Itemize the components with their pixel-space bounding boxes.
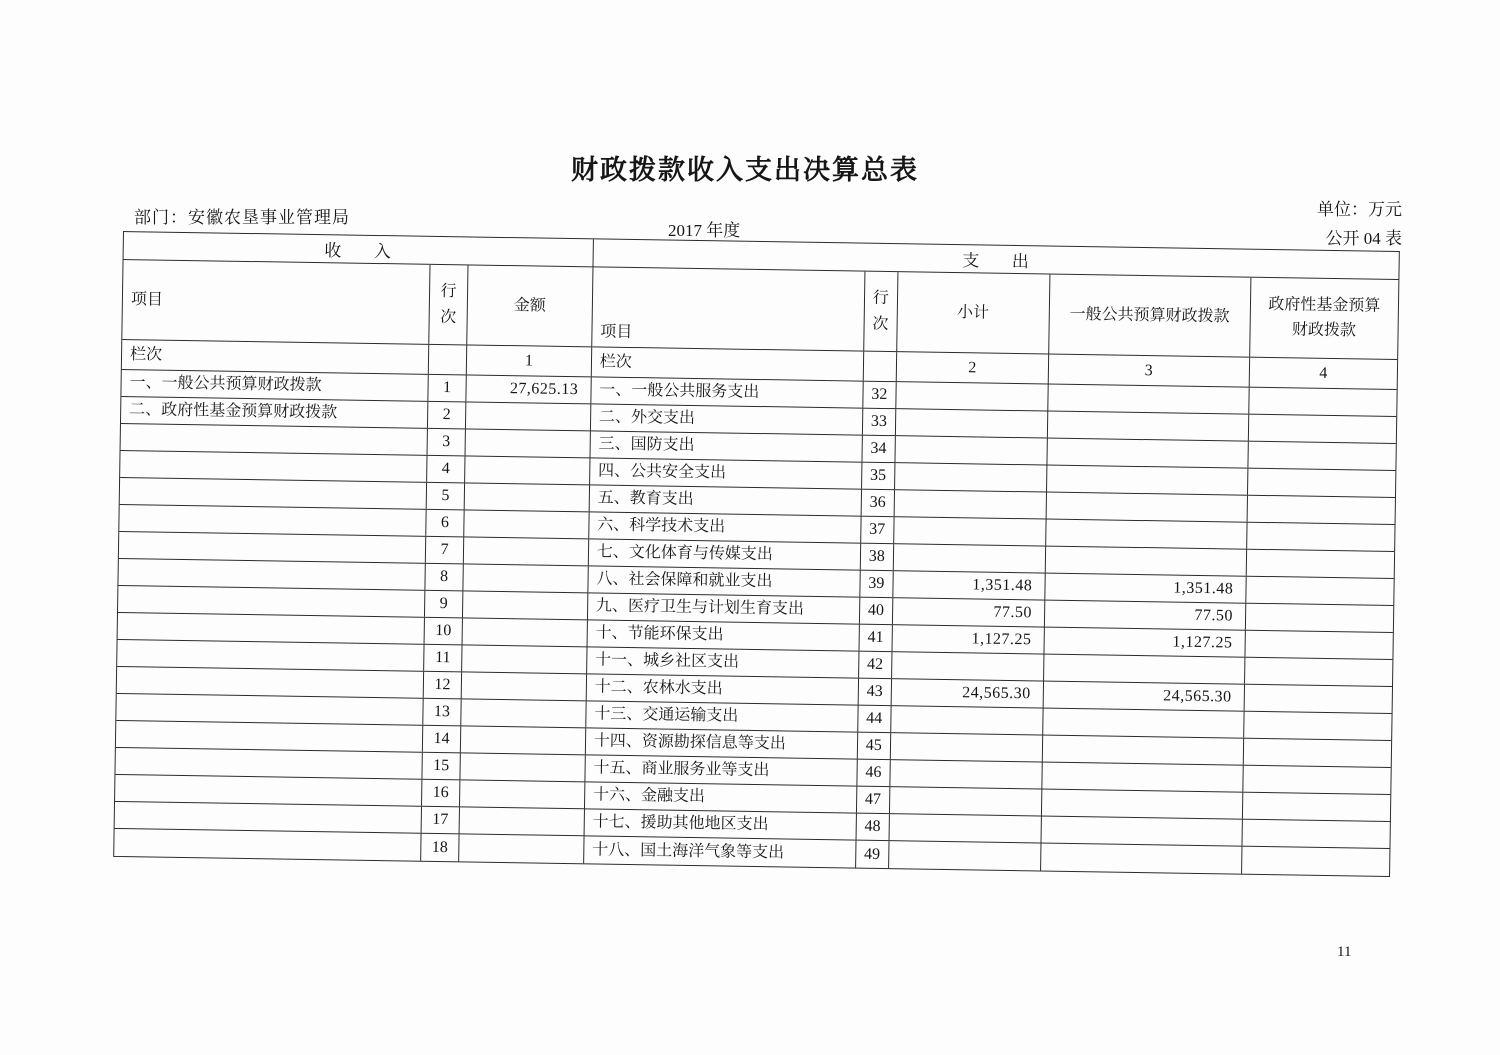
cell-row-no: 4 bbox=[427, 456, 465, 483]
cell-row-no: 2 bbox=[428, 402, 466, 429]
cell-row-no: 33 bbox=[863, 409, 896, 436]
cell-amount bbox=[460, 807, 584, 835]
cell-row-no: 10 bbox=[425, 618, 463, 645]
cell-item bbox=[115, 748, 422, 779]
cell-item: 十七、援助其他地区支出 bbox=[584, 809, 856, 839]
cell-row-no: 41 bbox=[859, 625, 892, 652]
expenditure-index-label: 栏次 bbox=[592, 347, 864, 380]
cell-general bbox=[1046, 520, 1247, 549]
cell-subtotal bbox=[890, 787, 1042, 815]
expenditure-col-header-item: 项目 bbox=[592, 267, 865, 350]
cell-row-no: 49 bbox=[856, 841, 889, 869]
cell-item bbox=[120, 451, 427, 482]
cell-row-no: 37 bbox=[861, 517, 894, 544]
cell-general bbox=[1047, 466, 1248, 495]
expenditure-column-header-row bbox=[592, 267, 1398, 360]
cell-amount bbox=[459, 834, 583, 863]
expenditure-section-header: 支 出 bbox=[593, 239, 1399, 280]
cell-amount bbox=[460, 753, 584, 781]
cell-item bbox=[115, 802, 422, 833]
cell-subtotal bbox=[894, 517, 1046, 545]
cell-general bbox=[1041, 817, 1242, 846]
cell-gov-fund bbox=[1243, 793, 1391, 821]
cell-amount bbox=[460, 780, 584, 808]
cell-item: 十六、金融支出 bbox=[585, 782, 857, 812]
cell-row-no: 5 bbox=[427, 483, 465, 510]
cell-subtotal bbox=[891, 733, 1043, 761]
table-code-label: 公开 04 表 bbox=[1325, 229, 1402, 248]
year-label: 2017 年度 bbox=[668, 221, 741, 240]
cell-gov-fund bbox=[1242, 847, 1390, 876]
cell-general bbox=[1047, 439, 1248, 468]
cell-gov-fund bbox=[1246, 577, 1394, 605]
cell-row-no: 14 bbox=[423, 726, 461, 753]
page-number: 11 bbox=[1337, 944, 1352, 960]
cell-general bbox=[1043, 709, 1244, 738]
cell-amount bbox=[461, 699, 585, 727]
cell-general bbox=[1043, 736, 1244, 765]
cell-subtotal bbox=[896, 409, 1048, 437]
cell-row-no: 3 bbox=[428, 429, 466, 456]
cell-row-no: 35 bbox=[862, 463, 895, 490]
cell-item bbox=[114, 829, 421, 861]
cell-amount bbox=[463, 618, 587, 646]
income-index-amount: 1 bbox=[524, 351, 534, 369]
cell-row-no: 15 bbox=[422, 753, 460, 780]
cell-row-no: 39 bbox=[860, 571, 893, 598]
cell-row-no: 17 bbox=[422, 807, 460, 834]
cell-item: 七、文化体育与传媒支出 bbox=[589, 539, 861, 569]
expenditure-col-header-gov-fund: 政府性基金预算 财政拨款 bbox=[1268, 295, 1381, 339]
cell-item: 一、一般公共预算财政拨款 bbox=[121, 370, 428, 401]
cell-row-no: 13 bbox=[423, 699, 461, 726]
cell-item bbox=[115, 775, 422, 806]
cell-amount bbox=[465, 483, 589, 511]
cell-subtotal bbox=[895, 463, 1047, 491]
cell-general: 77.50 bbox=[1045, 601, 1246, 630]
cell-row-no: 43 bbox=[858, 679, 891, 706]
cell-gov-fund bbox=[1247, 550, 1395, 578]
cell-row-no: 7 bbox=[426, 537, 464, 564]
cell-row-no: 48 bbox=[856, 814, 889, 841]
cell-general: 1,351.48 bbox=[1045, 574, 1246, 603]
cell-subtotal: 1,127.25 bbox=[892, 625, 1044, 653]
cell-subtotal: 77.50 bbox=[893, 598, 1045, 626]
cell-gov-fund bbox=[1246, 604, 1394, 632]
cell-amount bbox=[465, 456, 589, 484]
cell-row-no: 46 bbox=[857, 760, 890, 787]
cell-item: 九、医疗卫生与计划生育支出 bbox=[588, 593, 860, 623]
cell-item: 八、社会保障和就业支出 bbox=[588, 566, 860, 596]
cell-row-no: 38 bbox=[861, 544, 894, 571]
cell-amount bbox=[464, 510, 588, 538]
cell-amount bbox=[463, 591, 587, 619]
department-label: 部门：安徽农垦事业管理局 bbox=[134, 208, 350, 227]
cell-row-no: 44 bbox=[858, 706, 891, 733]
cell-item bbox=[121, 424, 428, 455]
expenditure-rows bbox=[584, 377, 1397, 876]
cell-subtotal bbox=[890, 760, 1042, 788]
income-section bbox=[114, 232, 594, 863]
cell-row-no: 42 bbox=[859, 652, 892, 679]
cell-gov-fund bbox=[1247, 523, 1395, 551]
income-index-row-no bbox=[429, 345, 467, 375]
income-col-header-amount: 金额 bbox=[513, 296, 546, 315]
cell-amount bbox=[466, 402, 590, 430]
fiscal-summary-table bbox=[113, 231, 1400, 877]
cell-gov-fund bbox=[1244, 685, 1392, 713]
cell-row-no: 6 bbox=[426, 510, 464, 537]
cell-amount bbox=[461, 726, 585, 754]
cell-item bbox=[116, 721, 423, 752]
cell-gov-fund bbox=[1244, 712, 1392, 740]
cell-item bbox=[118, 613, 425, 644]
cell-gov-fund bbox=[1244, 739, 1392, 767]
expenditure-col-header-row-no: 行次 bbox=[864, 272, 898, 352]
unit-label: 单位：万元 bbox=[1317, 200, 1402, 219]
cell-general bbox=[1048, 385, 1249, 414]
cell-item: 二、政府性基金预算财政拨款 bbox=[121, 397, 428, 428]
cell-general bbox=[1042, 763, 1243, 792]
cell-item: 十三、交通运输支出 bbox=[586, 701, 858, 731]
cell-subtotal bbox=[895, 436, 1047, 464]
cell-item: 二、外交支出 bbox=[591, 404, 863, 434]
expenditure-index-subtotal: 2 bbox=[897, 352, 1049, 383]
cell-general bbox=[1046, 547, 1247, 576]
cell-item: 十、节能环保支出 bbox=[587, 620, 859, 650]
cell-row-no: 45 bbox=[858, 733, 891, 760]
cell-item: 四、公共安全支出 bbox=[590, 458, 862, 488]
cell-amount bbox=[466, 429, 590, 457]
cell-item: 十四、资源勘探信息等支出 bbox=[586, 728, 858, 758]
cell-subtotal bbox=[894, 490, 1046, 518]
cell-gov-fund bbox=[1247, 496, 1395, 524]
cell-general bbox=[1042, 790, 1243, 819]
cell-general bbox=[1046, 493, 1247, 522]
expenditure-col-header-subtotal: 小计 bbox=[897, 272, 1050, 353]
cell-row-no: 11 bbox=[424, 645, 462, 672]
cell-subtotal bbox=[896, 382, 1048, 410]
cell-subtotal bbox=[892, 652, 1044, 680]
cell-item: 十一、城乡社区支出 bbox=[587, 647, 859, 677]
cell-subtotal bbox=[891, 706, 1043, 734]
cell-item: 三、国防支出 bbox=[590, 431, 862, 461]
cell-subtotal bbox=[889, 841, 1041, 870]
income-section-header: 收 入 bbox=[124, 232, 593, 267]
income-rows bbox=[114, 370, 590, 863]
income-index-label: 栏次 bbox=[122, 340, 429, 374]
cell-item bbox=[120, 478, 427, 509]
cell-subtotal: 1,351.48 bbox=[893, 571, 1045, 599]
cell-row-no: 9 bbox=[425, 591, 463, 618]
income-column-header-row bbox=[122, 260, 592, 347]
cell-item bbox=[119, 532, 426, 563]
cell-amount: 27,625.13 bbox=[509, 380, 579, 399]
cell-row-no: 18 bbox=[421, 834, 459, 862]
cell-item bbox=[117, 640, 424, 671]
income-col-header-item: 项目 bbox=[122, 260, 430, 344]
expenditure-index-row-no bbox=[864, 352, 897, 382]
cell-row-no: 8 bbox=[425, 564, 463, 591]
cell-item bbox=[118, 559, 425, 590]
page-title: 财政拨款收入支出决算总表 bbox=[571, 155, 919, 185]
cell-amount bbox=[464, 537, 588, 565]
cell-gov-fund bbox=[1249, 388, 1397, 416]
cell-gov-fund bbox=[1248, 442, 1396, 470]
cell-row-no: 47 bbox=[857, 787, 890, 814]
cell-general: 24,565.30 bbox=[1043, 682, 1244, 711]
cell-row-no: 16 bbox=[422, 780, 460, 807]
cell-item: 十二、农林水支出 bbox=[586, 674, 858, 704]
cell-item: 五、教育支出 bbox=[589, 485, 861, 515]
cell-item: 十五、商业服务业等支出 bbox=[585, 755, 857, 785]
cell-item: 十八、国土海洋气象等支出 bbox=[584, 836, 856, 867]
cell-row-no: 32 bbox=[863, 382, 896, 409]
cell-item bbox=[116, 694, 423, 725]
cell-gov-fund bbox=[1242, 820, 1390, 848]
cell-gov-fund bbox=[1243, 766, 1391, 794]
expenditure-section bbox=[584, 239, 1399, 876]
expenditure-col-header-general-budget: 一般公共预算财政拨款 bbox=[1049, 275, 1251, 357]
cell-gov-fund bbox=[1249, 415, 1397, 443]
cell-general bbox=[1048, 412, 1249, 441]
cell-row-no: 40 bbox=[860, 598, 893, 625]
cell-amount bbox=[463, 564, 587, 592]
cell-subtotal bbox=[889, 814, 1041, 842]
expenditure-index-general: 3 bbox=[1049, 355, 1250, 387]
cell-item bbox=[118, 586, 425, 617]
cell-row-no: 12 bbox=[424, 672, 462, 699]
cell-amount bbox=[462, 645, 586, 673]
cell-gov-fund bbox=[1245, 658, 1393, 686]
cell-general: 1,127.25 bbox=[1044, 628, 1245, 657]
cell-item bbox=[117, 667, 424, 698]
cell-general bbox=[1044, 655, 1245, 684]
cell-item bbox=[119, 505, 426, 536]
cell-subtotal bbox=[894, 544, 1046, 572]
cell-general bbox=[1041, 843, 1242, 873]
cell-item: 六、科学技术支出 bbox=[589, 512, 861, 542]
cell-row-no: 1 bbox=[428, 375, 466, 402]
cell-gov-fund bbox=[1248, 469, 1396, 497]
expenditure-index-gov-fund: 4 bbox=[1319, 364, 1328, 382]
cell-item: 一、一般公共服务支出 bbox=[591, 377, 863, 407]
cell-gov-fund bbox=[1245, 631, 1393, 659]
income-col-header-row-no: 行次 bbox=[429, 265, 468, 345]
cell-row-no: 34 bbox=[862, 436, 895, 463]
cell-row-no: 36 bbox=[861, 490, 894, 517]
cell-subtotal: 24,565.30 bbox=[891, 679, 1043, 707]
cell-amount bbox=[462, 672, 586, 700]
